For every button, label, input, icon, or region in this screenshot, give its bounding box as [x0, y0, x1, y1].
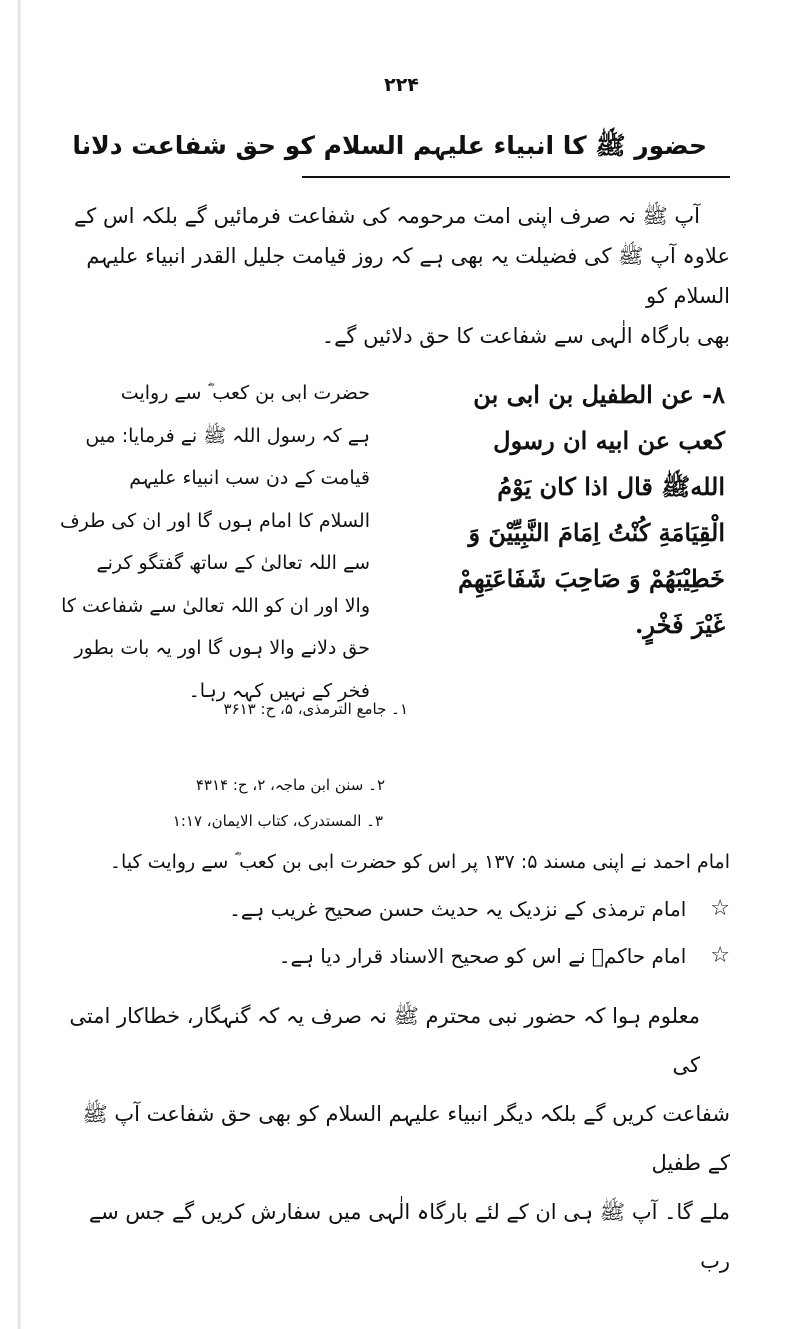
- page-edge: [18, 0, 21, 1329]
- reference-3: ٣۔ المستدرک، کتاب الایمان، ١:١٧: [172, 812, 383, 830]
- section-heading: حضور ﷺ کا انبیاء علیہم السلام کو حق شفاعت دلانا: [72, 131, 707, 160]
- translation-line: سے اللہ تعالیٰ کے ساتھ گفتگو کرنے: [96, 552, 370, 574]
- translation-line: قیامت کے دن سب انبیاء علیہم: [129, 467, 370, 489]
- hadith-line: غَيْرَ فَخْرٍ.: [635, 610, 725, 639]
- translation-line: ہے کہ رسول اللہ ﷺ نے فرمایا: میں: [85, 424, 370, 447]
- translation-line: حضرت ابی بن کعب ؓ سے روایت: [120, 382, 370, 404]
- intro-line: آپ ﷺ نہ صرف اپنی امت مرحومہ کی شفاعت فرمائیں گے بلکہ اس کے: [73, 204, 700, 228]
- star-note-text: امام ترمذی کے نزدیک یہ حدیث حسن صحیح غریب ہے۔: [229, 896, 687, 921]
- hadith-line: اللهﷺ قال اذا كان يَوْمُ: [497, 472, 725, 501]
- heading-underline: [302, 176, 730, 178]
- intro-line: بھی بارگاہ الٰہی سے شفاعت کا حق دلائیں گے۔: [321, 324, 730, 348]
- ahmad-narration-line: امام احمد نے اپنی مسند ۵: ١٣٧ پر اس کو حضرت ابی بن کعب ؓ سے روایت کیا۔: [109, 851, 730, 873]
- reference-2: ٢۔ سنن ابن ماجہ، ٢، ح: ۴٣١۴: [195, 776, 385, 794]
- star-note-text: امام حاکمؒ نے اس کو صحیح الاسناد قرار دیا ہے۔: [278, 943, 687, 968]
- hadith-line: ٨- عن الطفيل بن ابى بن: [473, 380, 725, 409]
- hadith-arabic-text: [405, 372, 725, 648]
- translation-line: السلام کا امام ہوں گا اور ان کی طرف: [59, 509, 370, 532]
- star-icon: ☆: [710, 896, 730, 921]
- reference-1: ١۔ جامع الترمذی، ۵، ح: ٣۶١٣: [223, 700, 408, 718]
- translation-line: حق دلانے والا ہوں گا اور یہ بات بطور: [74, 637, 370, 659]
- translation-line: فخر کے نہیں کہہ رہا۔: [188, 679, 370, 702]
- intro-line: علاوہ آپ ﷺ کی فضیلت یہ بھی ہے کہ روز قیامت جلیل القدر انبیاء علیہم السلام کو: [86, 244, 730, 308]
- hadith-translation: [59, 372, 370, 712]
- conclusion-line: معلوم ہوا کہ حضور نبی محترم ﷺ نہ صرف یہ کہ گنہگار، خطاکار امتی کی: [69, 1004, 700, 1077]
- hadith-line: كعب عن ابيه ان رسول: [493, 426, 725, 455]
- conclusion-line: ملے گا۔ آپ ﷺ ہی ان کے لئے بارگاہ الٰہی میں سفارش کریں گے جس سے رب: [88, 1200, 730, 1273]
- conclusion-line: شفاعت کریں گے بلکہ دیگر انبیاء علیہم السلام کو بھی حق شفاعت آپ ﷺ کے طفیل: [82, 1102, 730, 1175]
- star-note: [60, 943, 730, 968]
- hadith-line: خَطِيْبَهُمْ وَ صَاحِبَ شَفَاعَتِهِمْ: [458, 564, 725, 593]
- hadith-line: الْقِيَامَةِ كُنْتُ اِمَامَ النَّبِيِّيْنَ وَ: [468, 518, 725, 547]
- translation-line: والا اور ان کو اللہ تعالیٰ سے شفاعت کا: [61, 594, 370, 617]
- intro-paragraph: [60, 196, 730, 356]
- star-icon: ☆: [710, 943, 730, 968]
- page-number: ۲۲۴: [384, 74, 419, 96]
- conclusion-paragraph: [60, 992, 730, 1286]
- star-note: [60, 896, 730, 921]
